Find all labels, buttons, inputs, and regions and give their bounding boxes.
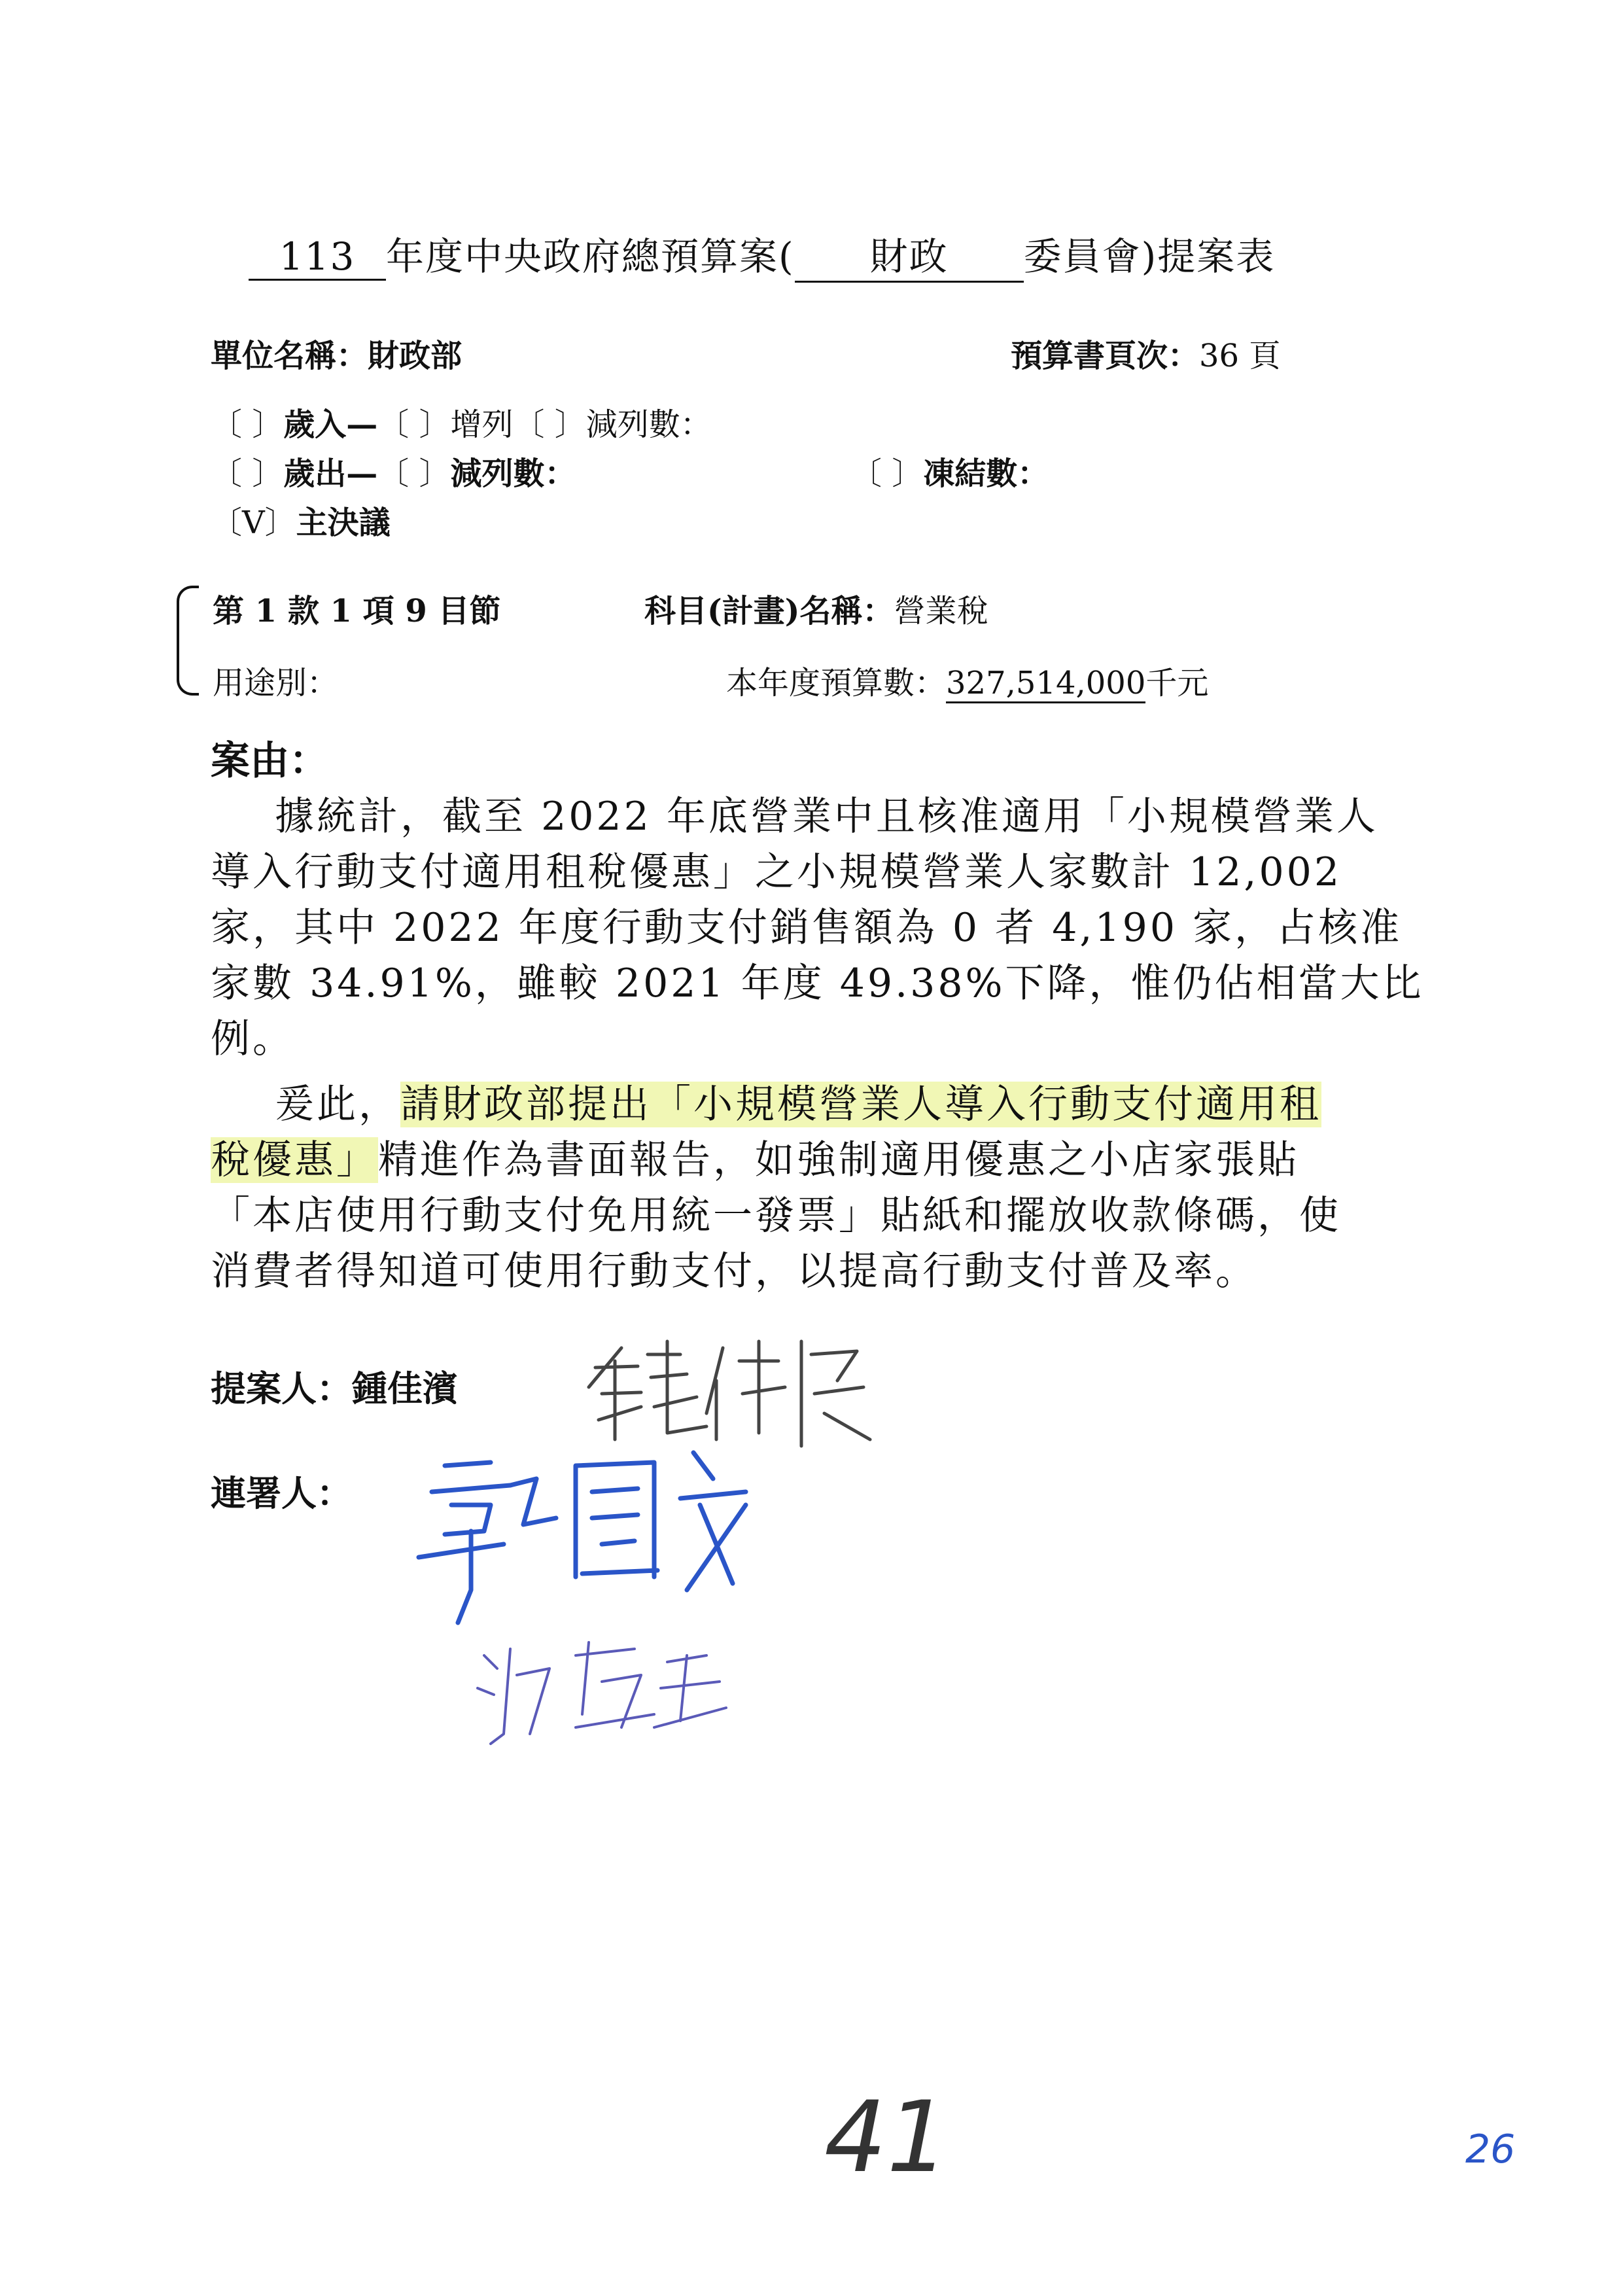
subject-value: 營業稅 — [894, 593, 988, 629]
option-freeze-label: 凍結數： — [923, 455, 1049, 492]
cosigner-label: 連署人： — [211, 1472, 352, 1514]
option-expense — [211, 448, 576, 493]
reason-p1-line: 例。 — [211, 1016, 294, 1062]
reason-p1-line: 導入行動支付適用租稅優惠」之小規模營業人家數計 12,002 — [211, 849, 1342, 895]
title-middle: 年度中央政府總預算案( — [386, 234, 795, 279]
checkbox-expense-reduce: 〔 〕 — [377, 455, 451, 492]
reason-p2-text: 精進作為書面報告，如強制適用優惠之小店家張貼 — [378, 1137, 1299, 1183]
corner-mark: 26 — [1465, 2127, 1516, 2172]
checkbox-revenue: 〔 〕 — [211, 406, 284, 443]
proposer-label: 提案人： — [211, 1368, 352, 1409]
title-year: 113 — [249, 234, 386, 281]
option-revenue-label: 歲入— — [283, 406, 378, 443]
reason-heading: 案由： — [211, 738, 328, 784]
option-expense-reduce-label: 減列數： — [450, 455, 576, 492]
budget-page-field — [1011, 330, 1280, 376]
reason-p1-line: 據統計，截至 2022 年底營業中且核准適用「小規模營業人 — [275, 794, 1378, 839]
subject-label: 科目(計畫)名稱： — [644, 593, 894, 629]
subject-field — [644, 586, 988, 631]
title-committee: 財政 — [795, 226, 1024, 283]
section-brace — [177, 586, 199, 696]
checkbox-expense: 〔 〕 — [211, 455, 284, 492]
budget-amount-unit: 千元 — [1145, 665, 1209, 701]
proposer-name: 鍾佳濱 — [352, 1368, 458, 1409]
option-expense-label: 歲出— — [283, 455, 378, 492]
document-title — [249, 226, 1275, 283]
reason-p2-line: 消費者得知道可使用行動支付，以提高行動支付普及率。 — [211, 1248, 1257, 1294]
usage-label: 用途別： — [213, 665, 339, 701]
handwritten-page-number: 41 — [824, 2081, 949, 2195]
option-freeze — [850, 448, 1049, 493]
option-revenue-rest: 〔 〕增列〔 〕減列數： — [377, 406, 712, 443]
reason-p2-highlight: 稅優惠」 — [211, 1137, 378, 1183]
reason-p2-line — [211, 1129, 1299, 1185]
reason-p2-intro: 爰此， — [275, 1082, 400, 1127]
proposer-field — [211, 1361, 458, 1411]
reason-p2-line: 「本店使用行動支付免用統一發票」貼紙和擺放收款條碼，使 — [211, 1193, 1341, 1239]
checkbox-main-resolution: 〔V〕 — [211, 504, 296, 541]
unit-value: 財政部 — [368, 338, 462, 374]
budget-amount-field — [726, 658, 1208, 703]
reason-p2-highlight: 請財政部提出「小規模營業人導入行動支付適用租 — [400, 1082, 1321, 1127]
checkbox-freeze: 〔 〕 — [850, 455, 924, 492]
budget-amount-value: 327,514,000 — [946, 665, 1145, 703]
section-item: 第 1 款 1 項 9 目節 — [213, 593, 501, 629]
cosigner-signature-1 — [406, 1426, 772, 1636]
unit-field — [211, 330, 462, 376]
title-end: 委員會)提案表 — [1023, 234, 1276, 279]
budget-page-value: 36 頁 — [1199, 338, 1281, 374]
cosigner-signature-2 — [471, 1616, 746, 1747]
option-revenue — [211, 399, 712, 444]
reason-p1-line: 家數 34.91%，雖較 2021 年度 49.38%下降，惟仍佔相當大比 — [211, 961, 1424, 1006]
unit-label: 單位名稱： — [211, 338, 368, 374]
option-main-resolution-label: 主決議 — [296, 504, 391, 541]
reason-p1-line: 家，其中 2022 年度行動支付銷售額為 0 者 4,190 家，占核准 — [211, 905, 1403, 951]
budget-page-label: 預算書頁次： — [1011, 338, 1200, 374]
reason-p2-line — [275, 1073, 1321, 1129]
option-main-resolution — [211, 497, 391, 542]
budget-amount-label: 本年度預算數： — [726, 665, 947, 701]
